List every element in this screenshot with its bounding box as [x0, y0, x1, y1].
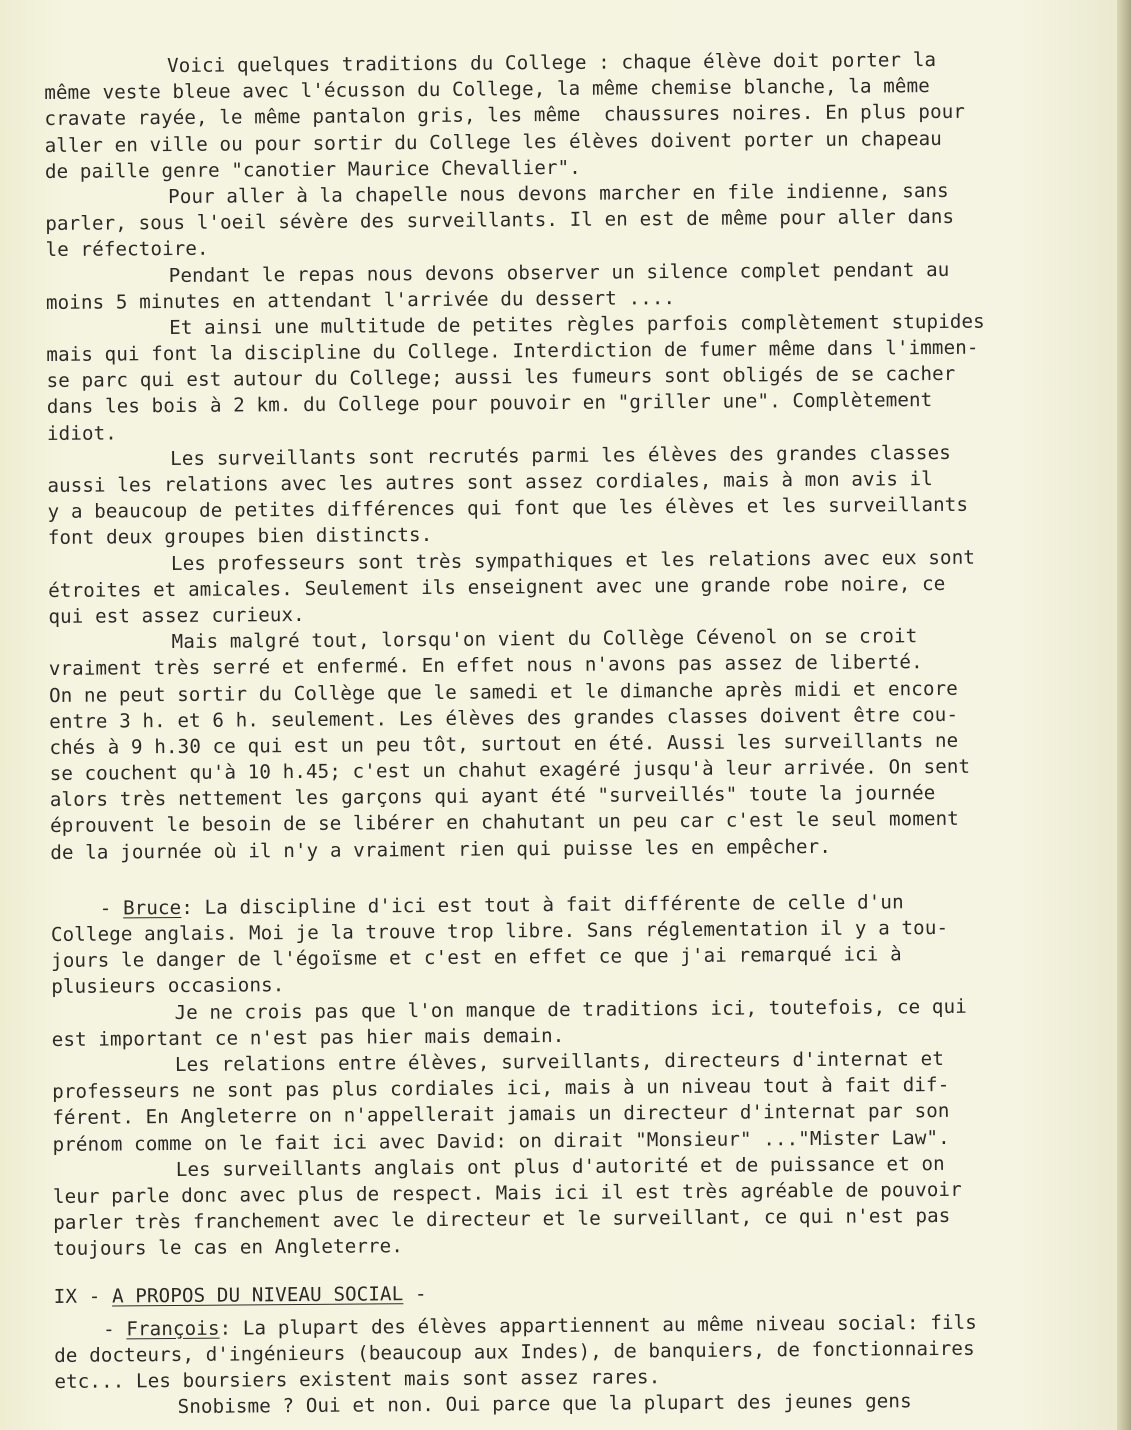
text-line: aller en ville ou pour sortir du College les élèves doivent porter un chapeau: [44, 126, 942, 157]
text-line: Je ne crois pas que l'on manque de traditions ici, toutefois, ce qui: [174, 994, 967, 1024]
typewritten-text: [44, 46, 1125, 1422]
text-line: Les surveillants anglais ont plus d'autorité et de puissance et on: [175, 1151, 945, 1181]
text-line: se parc qui est autour du College; aussi les fumeurs sont obligés de se cacher: [46, 362, 956, 393]
paragraph-malgre-tout: [49, 622, 1121, 866]
text-line: moins 5 minutes en attendant l'arrivée du dessert ....: [45, 285, 676, 314]
text-line: toujours le cas en Angleterre.: [53, 1234, 404, 1261]
text-line: Snobisme ? Oui et non. Oui parce que la plupart des jeunes gens: [177, 1389, 912, 1419]
text-line: font deux groupes bien distincts.: [47, 523, 433, 550]
paragraph-chapelle: [45, 177, 1116, 264]
text-line: vraiment très serré et enfermé. En effet nous n'avons pas assez de liberté.: [48, 650, 923, 681]
text-line: Les professeurs sont très sympathiques et les relations avec eux sont: [170, 545, 976, 575]
text-line: Mais malgré tout, lorsqu'on vient du Collège Cévenol on se croit: [171, 624, 918, 654]
text-line: même veste bleue avec l'écusson du College, la même chemise blanche, la même: [44, 74, 930, 105]
paragraph-traditions: [44, 46, 1115, 185]
text-line: prénom comme on le fait ici avec David: on dirait "Monsieur" ..."Mister Law".: [52, 1125, 950, 1156]
text-line: Les relations entre élèves, surveillants, directeurs d'internat et: [174, 1046, 945, 1076]
paragraph-bruce: [51, 887, 1122, 1000]
text-line: y a beaucoup de petites différences qui font que les élèves et les surveillants: [47, 492, 969, 524]
text-line: etc... Les boursiers existent mais sont assez rares.: [54, 1365, 661, 1393]
text-line: idiot.: [46, 421, 117, 445]
text-line: qui est assez curieux.: [48, 602, 305, 628]
paragraph-professeurs: [48, 543, 1119, 630]
text-line: Pendant le repas nous devons observer un silence complet pendant au: [168, 257, 950, 287]
text-line: est important ce n'est pas hier mais demain.: [51, 1023, 565, 1051]
text-line: entre 3 h. et 6 h. seulement. Les élèves des grandes classes doivent être cou-: [49, 702, 959, 733]
paragraph-relations: [52, 1045, 1123, 1158]
paragraph-surveillants: [47, 438, 1118, 551]
paragraph-traditions-ici: [51, 992, 1121, 1053]
text-line: de paille genre "canotier Maurice Chevallier".: [44, 155, 581, 183]
text-line: dans les bois à 2 km. du College pour pouvoir en "griller une". Complètement: [46, 388, 933, 419]
text-line: Les surveillants sont recrutés parmi les élèves des grandes classes: [170, 440, 951, 470]
paragraph-regles: [46, 307, 1117, 446]
paragraph-anglais: [53, 1149, 1124, 1262]
text-line: chés à 9 h.30 ce qui est un peu tôt, surtout en été. Aussi les surveillants ne: [49, 728, 959, 759]
text-line: de docteurs, d'ingénieurs (beaucoup aux Indes), de banquiers, de fonctionnaires: [54, 1336, 975, 1367]
text-line: leur parle donc avec plus de respect. Mais ici il est très agréable de pouvoir: [52, 1177, 962, 1208]
text-line: College anglais. Moi je la trouve trop libre. Sans réglementation il y a tou-: [50, 915, 949, 946]
text-line: éprouvent le besoin de se libérer en chahutant un peu car c'est le seul moment: [49, 807, 959, 838]
text-line: se couchent qu'à 10 h.45; c'est un chahut exagéré jusqu'à leur arrivée. On sent: [49, 754, 971, 786]
text-line: On ne peut sortir du Collège que le samedi et le dimanche après midi et encore: [48, 676, 958, 707]
section-number: IX -: [53, 1284, 113, 1309]
section-title: A PROPOS DU NIVEAU SOCIAL: [111, 1282, 404, 1308]
dash: -: [102, 1317, 127, 1341]
text-line: plusieurs occasions.: [51, 973, 285, 999]
text-line: férent. En Angleterre on n'appellerait jamais un directeur d'internat par son: [52, 1099, 950, 1130]
text-line: jours le danger de l'égoïsme et c'est en effet ce que j'ai remarqué ici à: [51, 942, 902, 973]
text-line: étroites et amicales. Seulement ils enseignent avec une grande robe noire, ce: [48, 571, 946, 602]
speaker-name: Bruce: [122, 895, 182, 920]
text-line: parler très franchement avec le directeur et le surveillant, ce qui n'est pas: [53, 1203, 951, 1235]
text-line: mais qui font la discipline du College. Interdiction de fumer même dans l'immen-: [46, 335, 979, 367]
text-line: Et ainsi une multitude de petites règles parfois complètement stupides: [169, 309, 985, 339]
speaker-text: : La discipline d'ici est tout à fait différente de celle d'un: [181, 890, 904, 919]
section-suffix: -: [403, 1282, 427, 1306]
page-edge-shadow: [1117, 0, 1131, 1430]
text-line: aussi les relations avec les autres sont assez cordiales, mais à mon avis il: [47, 467, 933, 497]
text-line: alors très nettement les garçons qui ayant été "surveillés" toute la journée: [49, 781, 936, 812]
dash: -: [99, 896, 124, 920]
text-line: de la journée où il n'y a vraiment rien qui puisse les en empêcher.: [50, 834, 832, 864]
text-line: Pour aller à la chapelle nous devons marcher en file indienne, sans: [168, 178, 949, 208]
text-line: Voici quelques traditions du College : chaque élève doit porter la: [167, 47, 937, 78]
speaker-text: : La plupart des élèves appartiennent au même niveau social: fils: [219, 1310, 977, 1340]
paragraph-francois: [54, 1308, 1125, 1395]
text-line: parler, sous l'oeil sévère des surveillants. Il en est de même pour aller dans: [45, 204, 955, 236]
text-line: professeurs ne sont pas plus cordiales ici, mais à un niveau tout à fait dif-: [52, 1073, 950, 1104]
paragraph-repas: [46, 255, 1116, 316]
text-line: le réfectoire.: [45, 237, 209, 262]
text-line: cravate rayée, le même pantalon gris, les même chaussures noires. En plus pour: [44, 100, 966, 131]
speaker-name: François: [126, 1316, 220, 1341]
